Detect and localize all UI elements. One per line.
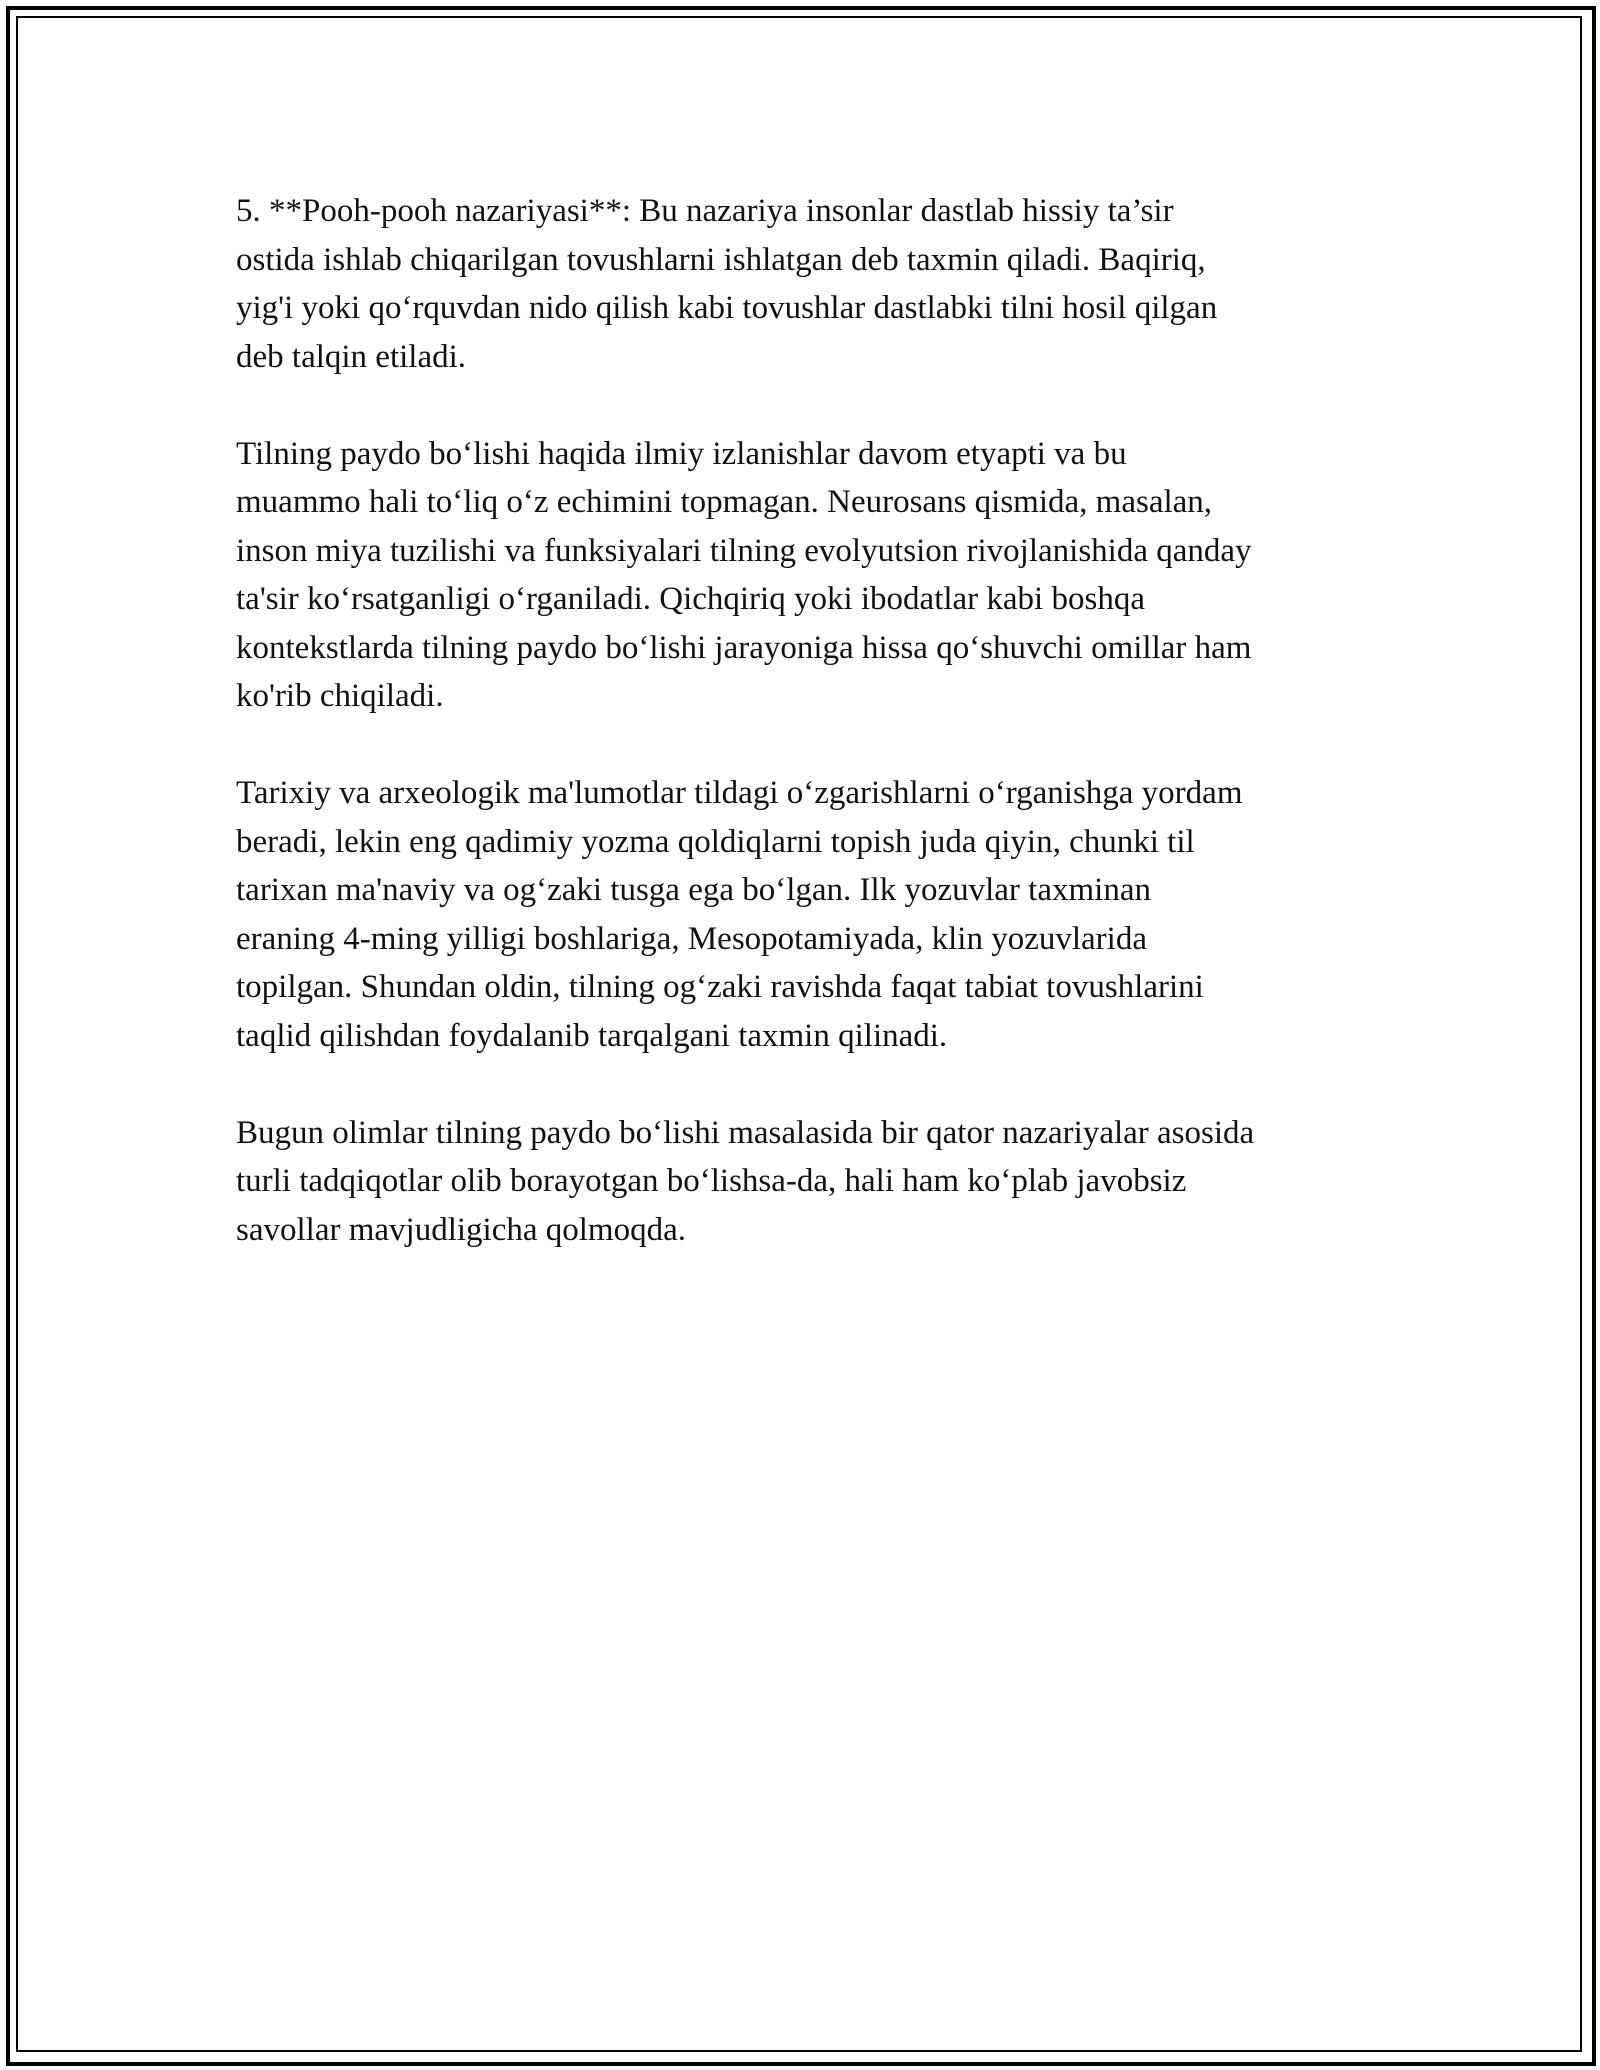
text-line: savollar mavjudligicha qolmoqda. [236,1211,686,1248]
text-line: topilgan. Shundan oldin, tilning og‘zaki ravishda faqat tabiat tovushlarini [236,969,1204,1005]
text-line: ta'sir ko‘rsatganligi o‘rganiladi. Qichqiriq yoki ibodatlar kabi boshqa [236,581,1145,617]
text-line: beradi, lekin eng qadimiy yozma qoldiqlarni topish juda qiyin, chunki til [236,823,1195,860]
text-line: tarixan ma'naviy va og‘zaki tusga ega bo‘lgan. Ilk yozuvlar taxminan [236,872,1151,908]
text-line: taqlid qilishdan foydalanib tarqalgani taxmin qilinadi. [236,1017,948,1054]
text-line: Tarixiy va arxeologik ma'lumotlar tildagi o‘zgarishlarni o‘rganishga yordam [236,775,1243,811]
text-line: ostida ishlab chiqarilgan tovushlarni ishlatgan deb taxmin qiladi. Baqiriq, [236,241,1206,278]
paragraph-historical-data [236,769,1386,1060]
text-line: ko'rib chiqiladi. [236,678,444,714]
text-line: turli tadqiqotlar olib borayotgan bo‘lishsa-da, hali ham ko‘plab javobsiz [236,1163,1187,1199]
paragraph-research [236,430,1386,721]
document-body [236,187,1386,1303]
paragraph-conclusion [236,1109,1386,1255]
paragraph-pooh-pooh-theory [236,187,1386,381]
text-line: deb talqin etiladi. [236,338,467,375]
text-line: Bugun olimlar tilning paydo bo‘lishi masalasida bir qator nazariyalar asosida [236,1114,1255,1151]
text-line: kontekstlarda tilning paydo bo‘lishi jarayoniga hissa qo‘shuvchi omillar ham [236,629,1252,666]
text-line: muammo hali to‘liq o‘z echimini topmagan. Neurosans qismida, masalan, [236,484,1213,520]
text-line: yig'i yoki qo‘rquvdan nido qilish kabi tovushlar dastlabki tilni hosil qilgan [236,290,1218,326]
text-line: eraning 4-ming yilligi boshlariga, Mesopotamiyada, klin yozuvlarida [236,920,1147,957]
text-line: Tilning paydo bo‘lishi haqida ilmiy izlanishlar davom etyapti va bu [236,435,1127,472]
text-line: inson miya tuzilishi va funksiyalari tilning evolyutsion rivojlanishida qanday [236,532,1252,569]
text-line: 5. **Pooh-pooh nazariyasi**: Bu nazariya insonlar dastlab hissiy ta’sir [236,193,1174,229]
